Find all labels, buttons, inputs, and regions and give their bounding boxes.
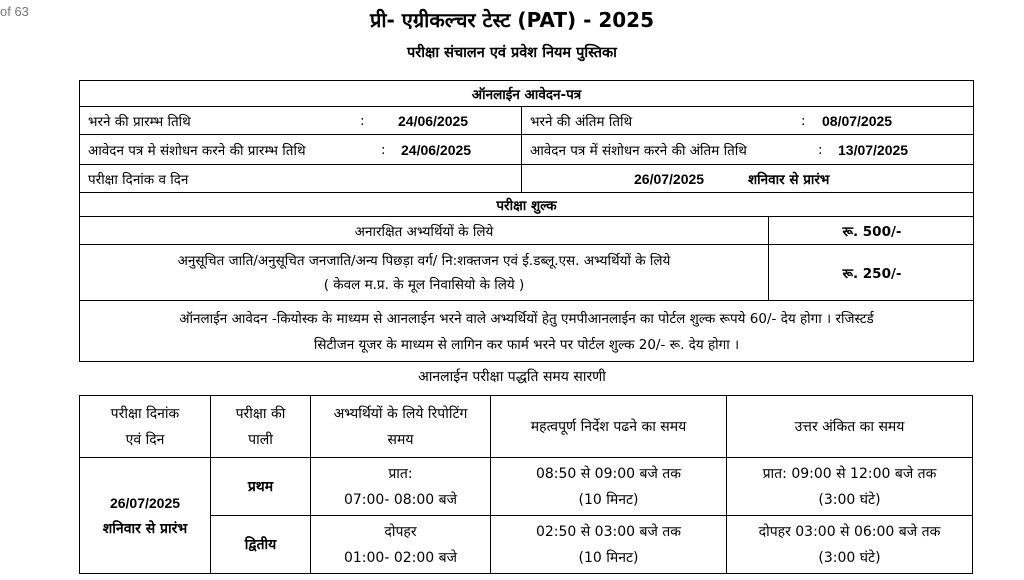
edit-date-row (80, 135, 973, 165)
unreserved-fee: रू. 500/- (768, 217, 975, 244)
portal-fee-note-row (80, 301, 973, 363)
exam-date-label: परीक्षा दिनांक व दिन (88, 171, 189, 188)
reserved-label-line1: अनुसूचित जाति/अनुसूचित जनजाति/अन्य पिछड़ा वर्ग/ नि:शक्तजन एवं ई.डब्लू.एस. अभ्यर्थियों के लिये (177, 252, 671, 269)
application-heading-row (80, 81, 973, 107)
last-date-colon: : (801, 112, 806, 129)
header-shift: परीक्षा की पाली (211, 396, 311, 458)
edit-start-colon: : (381, 141, 386, 158)
reserved-fee-row (80, 245, 973, 301)
fee-heading: परीक्षा शुल्क (496, 197, 557, 214)
portal-fee-note-line2: सिटीजन यूजर के माध्यम से लागिन कर फार्म भरने पर पोर्टल शुल्क 20/- रू. देय होगा । (313, 337, 740, 353)
header-answer-time: उत्तर अंकित का समय (727, 396, 973, 458)
table-row (80, 516, 973, 574)
schedule-date: 26/07/2025 (109, 494, 181, 511)
edit-last-label: आवेदन पत्र में संशोधन करने की अंतिम तिथि (530, 142, 747, 159)
shift-name: प्रथम (211, 458, 311, 516)
document-title: प्री- एग्रीकल्चर टेस्ट (PAT) - 2025 (369, 8, 654, 32)
unreserved-fee-row (80, 217, 973, 245)
edit-start-value: 24/06/2025 (401, 141, 472, 158)
header-instructions: महत्वपूर्ण निर्देश पढने का समय (491, 396, 727, 458)
schedule-table (79, 395, 973, 574)
exam-date-value: 26/07/2025 (634, 170, 705, 187)
start-date-label: भरने की प्रारम्भ तिथि (88, 113, 191, 130)
edit-start-label: आवेदन पत्र मे संशोधन करने की प्रारम्भ तिथि (88, 142, 306, 159)
answer-time: प्रात: 09:00 से 12:00 बजे तक (3:00 घंटे) (727, 458, 973, 516)
schedule-header-row (80, 396, 973, 458)
header-date: परीक्षा दिनांक एवं दिन (80, 396, 211, 458)
schedule-day: शनिवार से प्रारंभ (102, 520, 188, 537)
instruction-time: 08:50 से 09:00 बजे तक (10 मिनट) (491, 458, 727, 516)
edit-last-value: 13/07/2025 (838, 141, 909, 158)
reserved-label-line2: ( केवल म.प्र. के मूल निवासियो के लिये ) (323, 276, 525, 293)
application-heading: ऑनलाईन आवेदन-पत्र (471, 86, 582, 103)
exam-day-value: शनिवार से प्रारंभ (748, 171, 830, 188)
answer-time: दोपहर 03:00 से 06:00 बजे तक (3:00 घंटे) (727, 516, 973, 574)
last-date-value: 08/07/2025 (822, 112, 893, 129)
schedule-caption: आनलाईन परीक्षा पद्धति समय सारणी (418, 369, 606, 385)
document-subtitle: परीक्षा संचालन एवं प्रवेश नियम पुस्तिका (407, 45, 617, 61)
start-date-value: 24/06/2025 (398, 112, 469, 129)
header-reporting: अभ्यर्थियों के लिये रिपोटिंग समय (311, 396, 491, 458)
unreserved-label: अनारक्षित अभ्यर्थियों के लिये (354, 223, 494, 240)
table-row (80, 458, 973, 516)
instruction-time: 02:50 से 03:00 बजे तक (10 मिनट) (491, 516, 727, 574)
exam-date-row (80, 165, 973, 193)
portal-fee-note-line1: ऑनलाईन आवेदन -कियोस्क के माध्यम से आनलाईन भरने वाले अभ्यर्थियों हेतु एमपीआनलाईन का पोर्टल शुल्क रूपये 60/- देय होगा । रजिस्टर्ड (179, 311, 874, 327)
reporting-time: दोपहर 01:00- 02:00 बजे (311, 516, 491, 574)
reserved-fee: रू. 250/- (768, 245, 975, 300)
fee-heading-row (80, 193, 973, 217)
edit-last-colon: : (818, 141, 823, 158)
reporting-time: प्रात: 07:00- 08:00 बजे (311, 458, 491, 516)
start-date-colon: : (360, 112, 365, 129)
last-date-label: भरने की अंतिम तिथि (530, 113, 633, 130)
application-fee-table (79, 80, 974, 362)
start-date-row (80, 107, 973, 135)
shift-name: द्वितीय (211, 516, 311, 574)
page-indicator: of 63 (0, 4, 29, 19)
schedule-date-cell (80, 458, 211, 574)
